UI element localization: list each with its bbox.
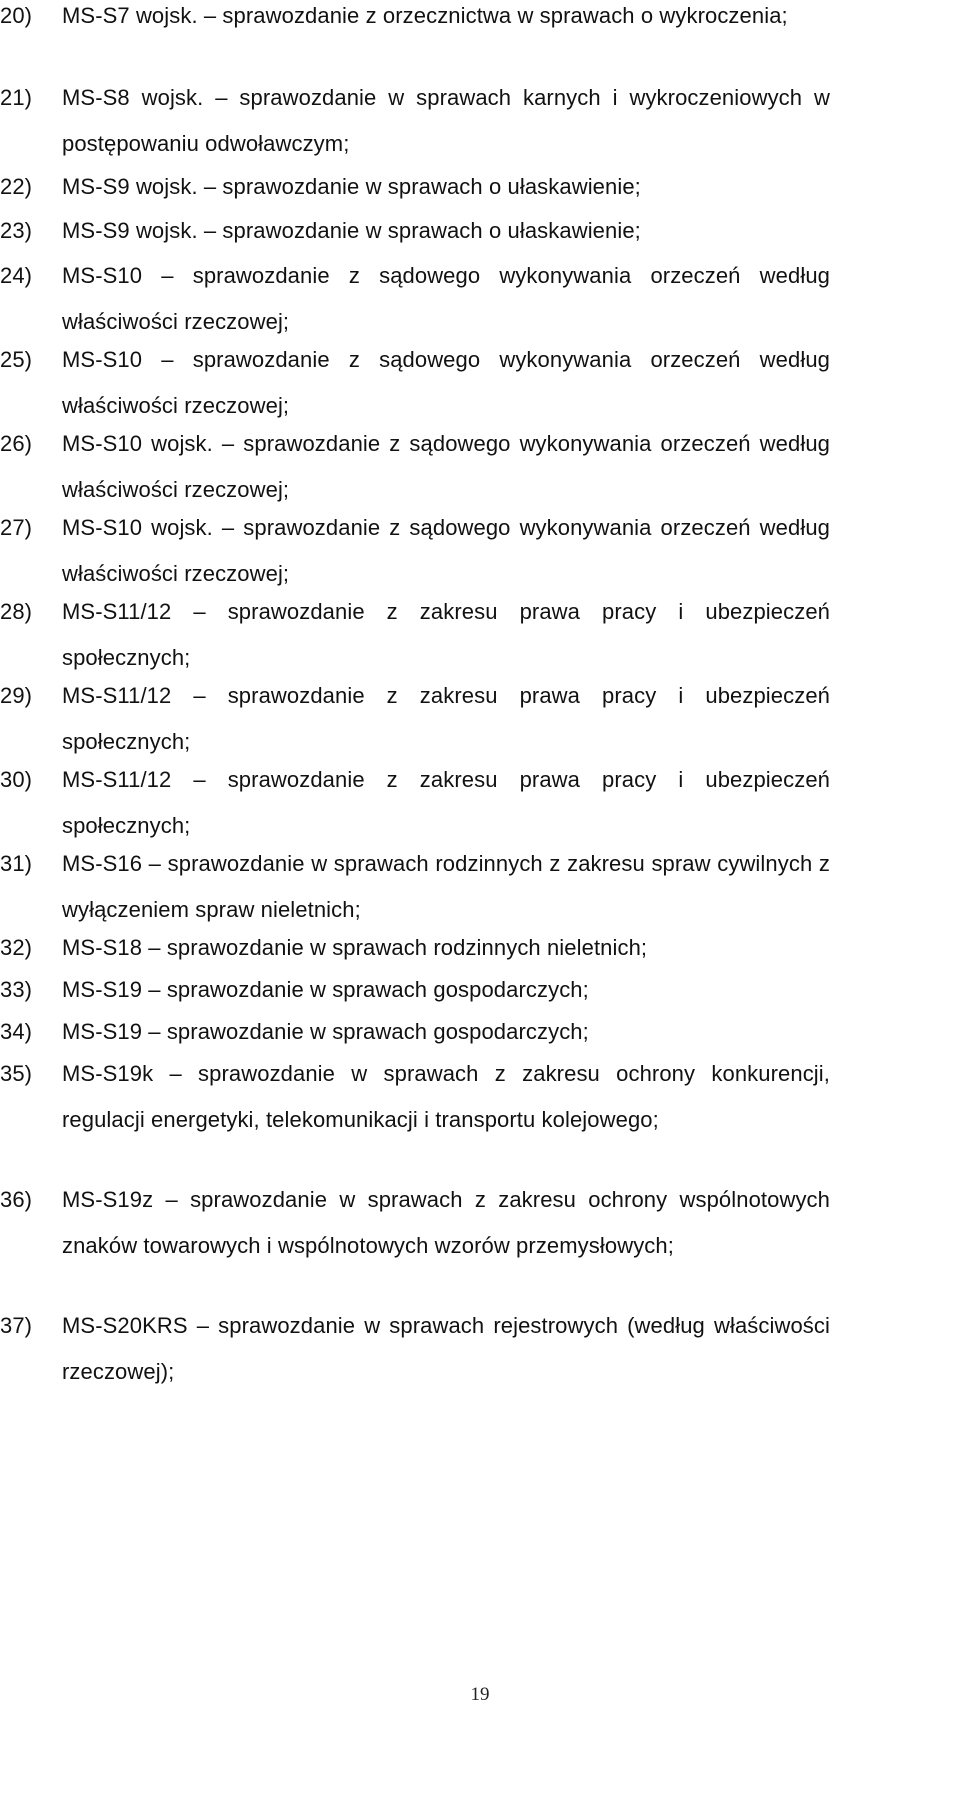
list-item-text: MS-S10 – sprawozdanie z sądowego wykonywania orzeczeń według właściwości rzeczowej;	[62, 263, 830, 334]
list-item-number: 23)	[0, 218, 33, 243]
list-item-number: 30)	[0, 767, 33, 792]
list-item-text: MS-S11/12 – sprawozdanie z zakresu prawa pracy i ubezpieczeń społecznych;	[62, 683, 830, 754]
list-item-number: 21)	[0, 85, 33, 110]
list-item-text: MS-S10 wojsk. – sprawozdanie z sądowego wykonywania orzeczeń według właściwości rzeczowej;	[62, 515, 830, 586]
list-item-text: MS-S18 – sprawozdanie w sprawach rodzinnych nieletnich;	[62, 935, 648, 960]
list-item-text: MS-S8 wojsk. – sprawozdanie w sprawach karnych i wykroczeniowych w postępowaniu odwoławczym;	[62, 85, 830, 156]
list-item-text: MS-S9 wojsk. – sprawozdanie w sprawach o ułaskawienie;	[62, 174, 641, 199]
list-item-number: 36)	[0, 1187, 33, 1212]
list-item-text: MS-S11/12 – sprawozdanie z zakresu prawa pracy i ubezpieczeń społecznych;	[62, 767, 830, 838]
list-item-number: 24)	[0, 263, 33, 288]
list-item-number: 32)	[0, 935, 33, 960]
list-item-text: MS-S19 – sprawozdanie w sprawach gospodarczych;	[62, 1019, 589, 1044]
list-item-text: MS-S7 wojsk. – sprawozdanie z orzecznictwa w sprawach o wykroczenia;	[62, 3, 788, 28]
list-item-number: 20)	[0, 3, 33, 28]
list-item-text: MS-S19z – sprawozdanie w sprawach z zakresu ochrony wspólnotowych znaków towarowych i wspólnotowych wzorów przemysłowych;	[62, 1187, 830, 1258]
list-item-number: 31)	[0, 851, 33, 876]
list-item-text: MS-S20KRS – sprawozdanie w sprawach rejestrowych (według właściwości rzeczowej);	[62, 1313, 830, 1384]
list-item-text: MS-S10 – sprawozdanie z sądowego wykonywania orzeczeń według właściwości rzeczowej;	[62, 347, 830, 418]
list-item-number: 27)	[0, 515, 33, 540]
list-item-text: MS-S11/12 – sprawozdanie z zakresu prawa pracy i ubezpieczeń społecznych;	[62, 599, 830, 670]
list-item-number: 35)	[0, 1061, 33, 1086]
list-item-text: MS-S9 wojsk. – sprawozdanie w sprawach o ułaskawienie;	[62, 218, 641, 243]
list-item-number: 34)	[0, 1019, 33, 1044]
list-item-number: 28)	[0, 599, 33, 624]
list-item-number: 29)	[0, 683, 33, 708]
list-item-number: 22)	[0, 174, 33, 199]
list-item-number: 33)	[0, 977, 33, 1002]
list-item-text: MS-S19 – sprawozdanie w sprawach gospodarczych;	[62, 977, 589, 1002]
list-item-number: 26)	[0, 431, 33, 456]
list-item-text: MS-S10 wojsk. – sprawozdanie z sądowego wykonywania orzeczeń według właściwości rzeczowej;	[62, 431, 830, 502]
list-item-number: 37)	[0, 1313, 33, 1338]
list-item-text: MS-S16 – sprawozdanie w sprawach rodzinnych z zakresu spraw cywilnych z wyłączeniem spraw nieletnich;	[62, 851, 830, 922]
page-number: 19	[470, 1684, 490, 1705]
list-item-number: 25)	[0, 347, 33, 372]
list-item-text: MS-S19k – sprawozdanie w sprawach z zakresu ochrony konkurencji, regulacji energetyki, telekomunikacji i transportu kolejowego;	[62, 1061, 830, 1132]
